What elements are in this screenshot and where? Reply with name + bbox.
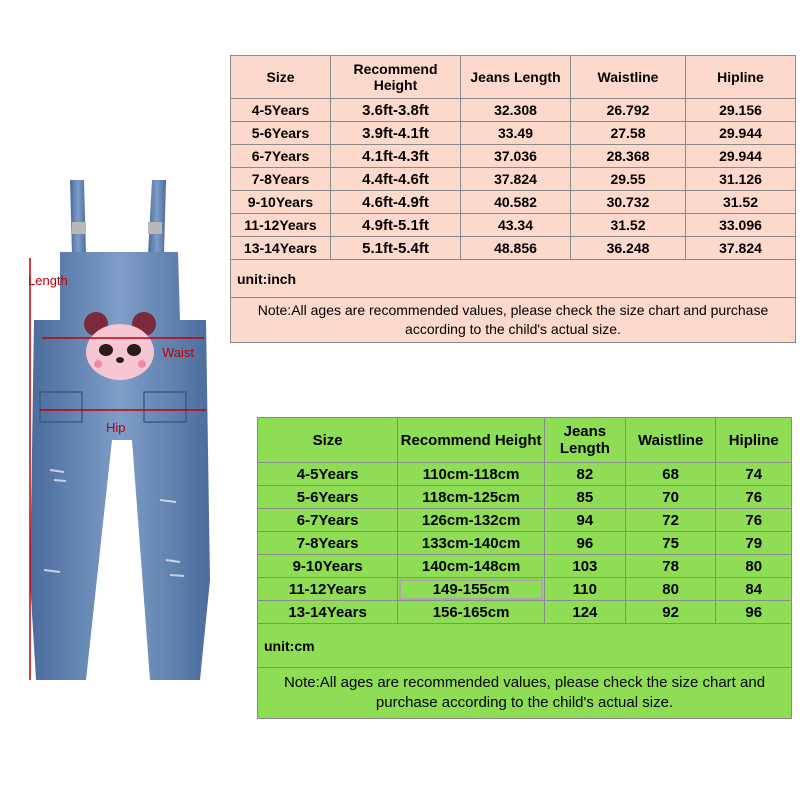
- table-row: [258, 601, 792, 624]
- table-cell: 9-10Years: [258, 555, 398, 578]
- table-cell: 126cm-132cm: [398, 509, 545, 532]
- header-cell: Jeans Length: [461, 56, 571, 99]
- table-cell: 3.9ft-4.1ft: [331, 122, 461, 145]
- table-cell: 48.856: [461, 237, 571, 260]
- table-cell: 33.49: [461, 122, 571, 145]
- table-row: [258, 555, 792, 578]
- table-cell: 4.1ft-4.3ft: [331, 145, 461, 168]
- table-cell: 5.1ft-5.4ft: [331, 237, 461, 260]
- table-cell: 29.944: [686, 122, 796, 145]
- header-cell: Jeans Length: [544, 418, 625, 463]
- table-cell: 9-10Years: [231, 191, 331, 214]
- table-cell: 96: [544, 532, 625, 555]
- table-cell: 36.248: [571, 237, 686, 260]
- table-cell: 27.58: [571, 122, 686, 145]
- table-cell: 11-12Years: [231, 214, 331, 237]
- table-cell: 31.52: [571, 214, 686, 237]
- table-cell: 13-14Years: [231, 237, 331, 260]
- table-cell: 30.732: [571, 191, 686, 214]
- unit-row: [258, 624, 792, 668]
- note-text: Note:All ages are recommended values, please check the size chart and purchase according to the child's actual size.: [258, 668, 792, 719]
- table-cell: 6-7Years: [258, 509, 398, 532]
- table-row: [258, 509, 792, 532]
- table-cell: 156-165cm: [398, 601, 545, 624]
- size-chart-inch: [230, 55, 796, 343]
- table-row: [231, 145, 796, 168]
- table-cell: 72: [625, 509, 716, 532]
- table-cell: 43.34: [461, 214, 571, 237]
- table-cell: 33.096: [686, 214, 796, 237]
- table-cell: 37.824: [686, 237, 796, 260]
- table-cell: 4.9ft-5.1ft: [331, 214, 461, 237]
- table-cell: 70: [625, 486, 716, 509]
- note-text: Note:All ages are recommended values, please check the size chart and purchase according to the child's actual size.: [231, 298, 796, 343]
- table-cell: 85: [544, 486, 625, 509]
- table-cell: 37.036: [461, 145, 571, 168]
- unit-label: unit:cm: [258, 624, 792, 668]
- table-cell: 13-14Years: [258, 601, 398, 624]
- table-cell: 80: [625, 578, 716, 601]
- table-cell: 110: [544, 578, 625, 601]
- table-cell: 84: [716, 578, 792, 601]
- table-cell: 31.52: [686, 191, 796, 214]
- table-cell: 7-8Years: [231, 168, 331, 191]
- header-row: [231, 56, 796, 99]
- hip-label: Hip: [106, 420, 126, 435]
- table-row: [231, 168, 796, 191]
- header-cell: Waistline: [625, 418, 716, 463]
- table-cell: 28.368: [571, 145, 686, 168]
- table-cell: 3.6ft-3.8ft: [331, 99, 461, 122]
- header-cell: Recommend Height: [398, 418, 545, 463]
- table-cell: 4-5Years: [258, 463, 398, 486]
- table-cell: 40.582: [461, 191, 571, 214]
- table-cell: 78: [625, 555, 716, 578]
- table-row: [258, 463, 792, 486]
- table-cell: 82: [544, 463, 625, 486]
- table-cell: 29.944: [686, 145, 796, 168]
- table-cell: 5-6Years: [231, 122, 331, 145]
- header-cell: Recommend Height: [331, 56, 461, 99]
- waist-label: Waist: [162, 345, 195, 360]
- table-cell: 124: [544, 601, 625, 624]
- table-cell: 79: [716, 532, 792, 555]
- table-row: [231, 214, 796, 237]
- table-cell: 94: [544, 509, 625, 532]
- note-row: [231, 298, 796, 343]
- table-cell: 75: [625, 532, 716, 555]
- table-cell-selected: 149-155cm: [398, 578, 545, 601]
- table-cell: 29.55: [571, 168, 686, 191]
- table-cell: 76: [716, 509, 792, 532]
- table-cell: 31.126: [686, 168, 796, 191]
- right-strap: [148, 180, 166, 255]
- table-row: [231, 99, 796, 122]
- table-cell: 7-8Years: [258, 532, 398, 555]
- overalls-image: [20, 180, 220, 700]
- table-cell: 32.308: [461, 99, 571, 122]
- table-row: [258, 578, 792, 601]
- table-cell: 74: [716, 463, 792, 486]
- header-cell: Size: [231, 56, 331, 99]
- table-cell: 37.824: [461, 168, 571, 191]
- table-cell: 4.4ft-4.6ft: [331, 168, 461, 191]
- bib: [30, 252, 210, 680]
- left-strap: [70, 180, 86, 255]
- note-row: [258, 668, 792, 719]
- table-cell: 4.6ft-4.9ft: [331, 191, 461, 214]
- table-row: [258, 532, 792, 555]
- header-cell: Size: [258, 418, 398, 463]
- table-row: [258, 486, 792, 509]
- table-cell: 6-7Years: [231, 145, 331, 168]
- table-row: [231, 237, 796, 260]
- table-cell: 133cm-140cm: [398, 532, 545, 555]
- table-cell: 68: [625, 463, 716, 486]
- table-cell: 110cm-118cm: [398, 463, 545, 486]
- table-cell: 76: [716, 486, 792, 509]
- header-cell: Waistline: [571, 56, 686, 99]
- table-cell: 103: [544, 555, 625, 578]
- table-row: [231, 191, 796, 214]
- header-cell: Hipline: [686, 56, 796, 99]
- table-cell: 4-5Years: [231, 99, 331, 122]
- unit-label: unit:inch: [231, 260, 796, 298]
- table-cell: 96: [716, 601, 792, 624]
- table-cell: 26.792: [571, 99, 686, 122]
- table-cell: 29.156: [686, 99, 796, 122]
- table-cell: 11-12Years: [258, 578, 398, 601]
- unit-row: [231, 260, 796, 298]
- length-label: Length: [28, 273, 68, 288]
- table-row: [231, 122, 796, 145]
- table-cell: 5-6Years: [258, 486, 398, 509]
- header-row: [258, 418, 792, 463]
- table-cell: 118cm-125cm: [398, 486, 545, 509]
- table-cell: 92: [625, 601, 716, 624]
- table-cell: 140cm-148cm: [398, 555, 545, 578]
- header-cell: Hipline: [716, 418, 792, 463]
- table-cell: 80: [716, 555, 792, 578]
- size-chart-cm: [257, 417, 792, 719]
